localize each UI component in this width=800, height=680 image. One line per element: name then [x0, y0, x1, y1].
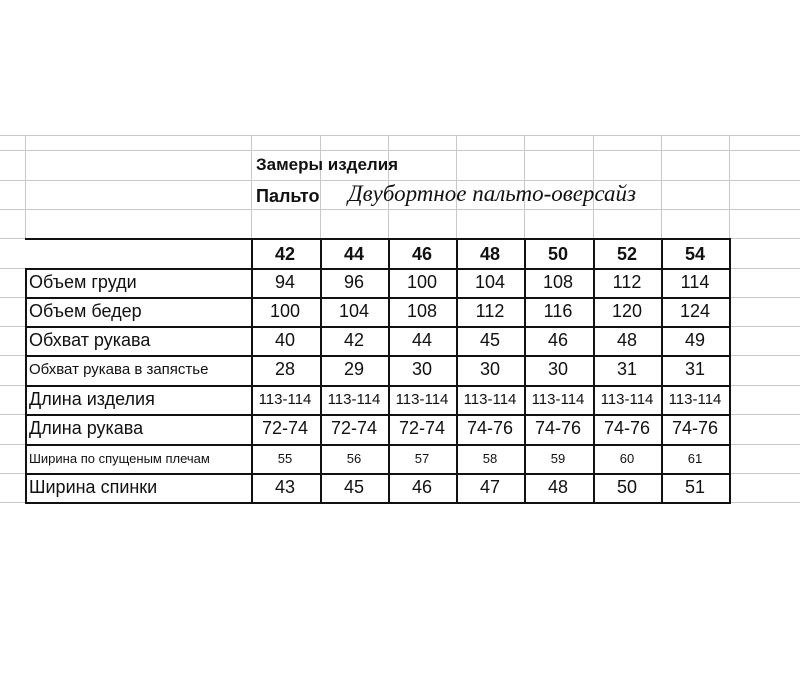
size-header-cell: 50	[547, 243, 569, 264]
measurement-value: 112	[612, 271, 642, 292]
measurement-value: 108	[542, 271, 574, 292]
measurement-value: 30	[547, 358, 569, 379]
measurement-value: 43	[274, 476, 296, 497]
measurement-label: Обхват рукава	[29, 329, 151, 350]
measurement-value: 31	[684, 358, 706, 379]
table-title: Замеры изделия	[256, 155, 399, 174]
measurement-value: 120	[611, 300, 643, 321]
measurement-value: 74-76	[603, 417, 651, 438]
measurement-value: 72-74	[398, 417, 446, 438]
measurement-value: 112	[475, 300, 505, 321]
measurement-value: 44	[411, 329, 433, 350]
measurement-value: 108	[406, 300, 438, 321]
measurement-value: 124	[679, 300, 711, 321]
measurement-value: 113-114	[463, 390, 517, 408]
measurement-value: 113-114	[531, 390, 585, 408]
measurement-value: 46	[547, 329, 569, 350]
measurement-value: 42	[343, 329, 365, 350]
measurement-label: Ширина спинки	[29, 476, 158, 497]
measurement-value: 61	[687, 450, 703, 466]
measurement-value: 94	[274, 271, 296, 292]
size-header-cell: 44	[343, 243, 365, 264]
size-header-cell: 48	[479, 243, 501, 264]
measurement-value: 104	[474, 271, 506, 292]
measurement-value: 59	[550, 450, 566, 466]
measurement-label: Длина изделия	[29, 388, 155, 409]
measurement-value: 40	[274, 329, 296, 350]
measurement-value: 45	[479, 329, 501, 350]
measurement-value: 104	[338, 300, 370, 321]
measurement-value: 30	[479, 358, 501, 379]
measurement-value: 58	[482, 450, 498, 466]
measurement-value: 74-76	[466, 417, 514, 438]
measurement-value: 72-74	[330, 417, 378, 438]
measurement-value: 60	[619, 450, 635, 466]
measurement-value: 45	[343, 476, 365, 497]
size-header-cell: 46	[411, 243, 433, 264]
measurement-value: 113-114	[395, 390, 449, 408]
measurement-value: 51	[684, 476, 706, 497]
size-header-cell: 52	[616, 243, 638, 264]
measurement-value: 72-74	[261, 417, 309, 438]
measurement-value: 48	[547, 476, 569, 497]
measurement-value: 55	[277, 450, 293, 466]
product-name: Двубортное пальто-оверсайз	[348, 181, 637, 206]
measurement-value: 113-114	[600, 390, 654, 408]
measurement-label: Длина рукава	[29, 417, 144, 438]
measurement-value: 31	[616, 358, 638, 379]
measurement-value: 74-76	[671, 417, 719, 438]
size-header-cell: 42	[274, 243, 296, 264]
measurement-value: 96	[343, 271, 365, 292]
measurement-value: 116	[543, 300, 573, 321]
measurement-value: 28	[274, 358, 296, 379]
measurement-value: 48	[616, 329, 638, 350]
measurement-value: 114	[680, 271, 710, 292]
measurement-value: 74-76	[534, 417, 582, 438]
measurement-value: 49	[684, 329, 706, 350]
measurement-value: 57	[414, 450, 430, 466]
measurement-label: Объем груди	[29, 271, 137, 292]
product-label: Пальто	[256, 186, 320, 206]
measurement-value: 46	[411, 476, 433, 497]
measurement-value: 113-114	[327, 390, 381, 408]
measurement-value: 100	[406, 271, 438, 292]
size-header-cell: 54	[684, 243, 706, 264]
measurement-label: Обхват рукава в запястье	[29, 360, 209, 378]
measurement-value: 30	[411, 358, 433, 379]
measurement-label: Объем бедер	[29, 300, 142, 321]
measurement-value: 29	[343, 358, 365, 379]
measurement-label: Ширина по спущеным плечам	[29, 450, 210, 466]
measurement-value: 113-114	[668, 390, 722, 408]
measurement-value: 47	[479, 476, 501, 497]
measurement-value: 100	[269, 300, 301, 321]
measurement-value: 113-114	[258, 390, 312, 408]
measurement-value: 56	[346, 450, 362, 466]
measurement-value: 50	[616, 476, 638, 497]
